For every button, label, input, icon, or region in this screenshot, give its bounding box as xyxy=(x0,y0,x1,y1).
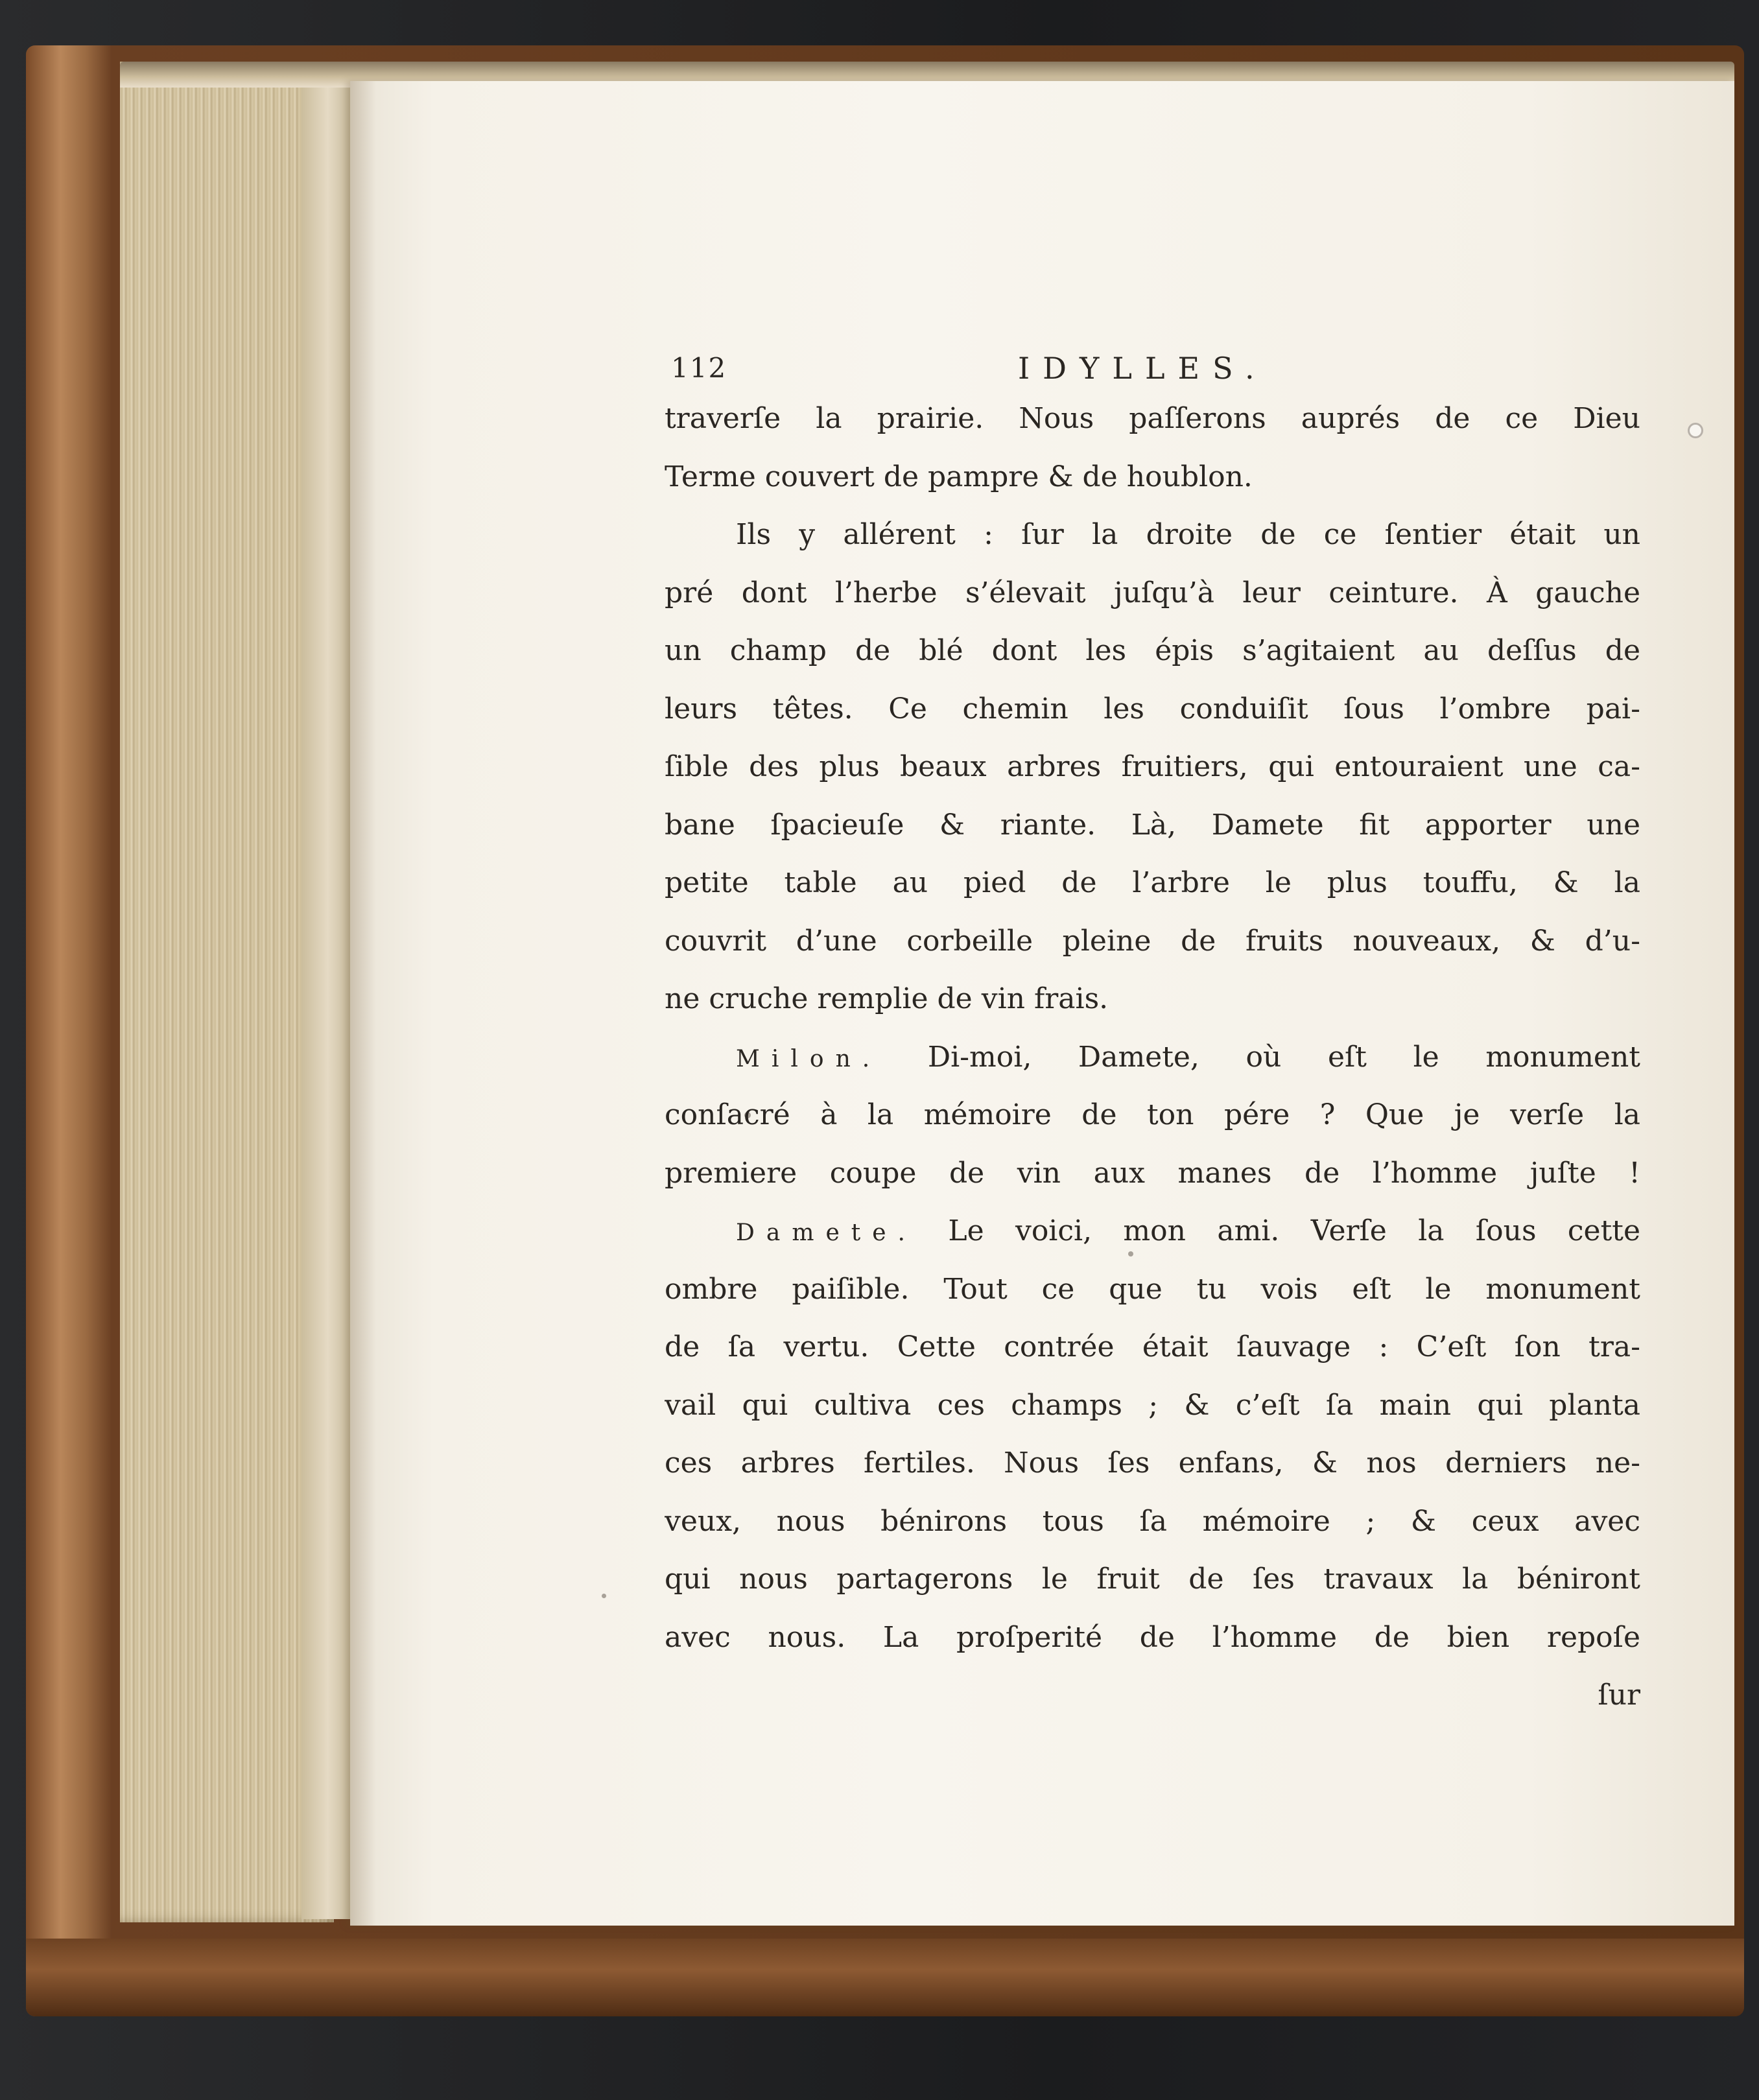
cover-bottom-edge xyxy=(26,1939,1744,2016)
text-line: vail qui cultiva ces champs ; & c’eſt ſa main qui planta xyxy=(665,1388,1640,1422)
text-line: avec nous. La proſperité de l’homme de bien repoſe xyxy=(665,1620,1640,1654)
text-line: bane ſpacieuſe & riante. Là, Damete fit apporter une xyxy=(665,808,1640,842)
page-gutter-shadow xyxy=(350,81,376,1926)
text-line: couvrit d’une corbeille pleine de fruits nouveaux, & d’u- xyxy=(665,924,1640,958)
text-line: pré dont l’herbe s’élevait juſqu’à leur ceinture. À gauche xyxy=(665,576,1640,609)
text-line: ſible des plus beaux arbres fruitiers, qui entouraient une ca- xyxy=(665,750,1640,783)
text-line: veux, nous bénirons tous ſa mémoire ; & ceux avec xyxy=(665,1504,1640,1538)
text-line: traverſe la prairie. Nous paſſerons auprés de ce Dieu xyxy=(665,402,1640,435)
page-hole-mark xyxy=(1688,423,1703,438)
speaker-name: Milon. xyxy=(736,1045,882,1072)
text-line: leurs têtes. Ce chemin les conduiſit ſous l’ombre pai- xyxy=(665,692,1640,726)
text-line: premiere coupe de vin aux manes de l’homme juſte ! xyxy=(665,1156,1640,1190)
page-number: 112 xyxy=(671,352,727,384)
running-title: IDYLLES. xyxy=(1018,351,1268,386)
catchword: ſur xyxy=(1598,1679,1640,1712)
page-text-block xyxy=(665,347,1640,1725)
text-line: Terme couvert de pampre & de houblon. xyxy=(665,460,1253,493)
text-line xyxy=(665,1202,1640,1260)
running-head xyxy=(665,347,1640,390)
text-line: Ils y allérent : ſur la droite de ce ſentier était un xyxy=(736,518,1640,551)
text-line: ombre paiſible. Tout ce que tu vois eſt le monument xyxy=(665,1272,1640,1306)
text-line: de ſa vertu. Cette contrée était ſauvage : C’eſt ſon tra- xyxy=(665,1330,1640,1363)
speaker-name: Damete. xyxy=(736,1220,917,1246)
dialogue-text: Di-moi, Damete, où eſt le monument xyxy=(927,1040,1640,1074)
text-line: petite table au pied de l’arbre le plus touffu, & la xyxy=(665,866,1640,899)
text-line: qui nous partagerons le fruit de ſes travaux la béniront xyxy=(665,1563,1640,1596)
ink-speck xyxy=(602,1594,606,1598)
text-line: un champ de blé dont les épis s’agitaient au deſſus de xyxy=(665,634,1640,667)
text-line: conſacré à la mémoire de ton pére ? Que je verſe la xyxy=(665,1098,1640,1131)
text-line xyxy=(665,1028,1640,1087)
text-line: ne cruche remplie de vin frais. xyxy=(665,982,1109,1015)
dialogue-text: Le voici, mon ami. Verſe la ſous cette xyxy=(948,1214,1640,1247)
text-line: ces arbres fertiles. Nous ſes enfans, & nos derniers ne- xyxy=(665,1446,1640,1480)
